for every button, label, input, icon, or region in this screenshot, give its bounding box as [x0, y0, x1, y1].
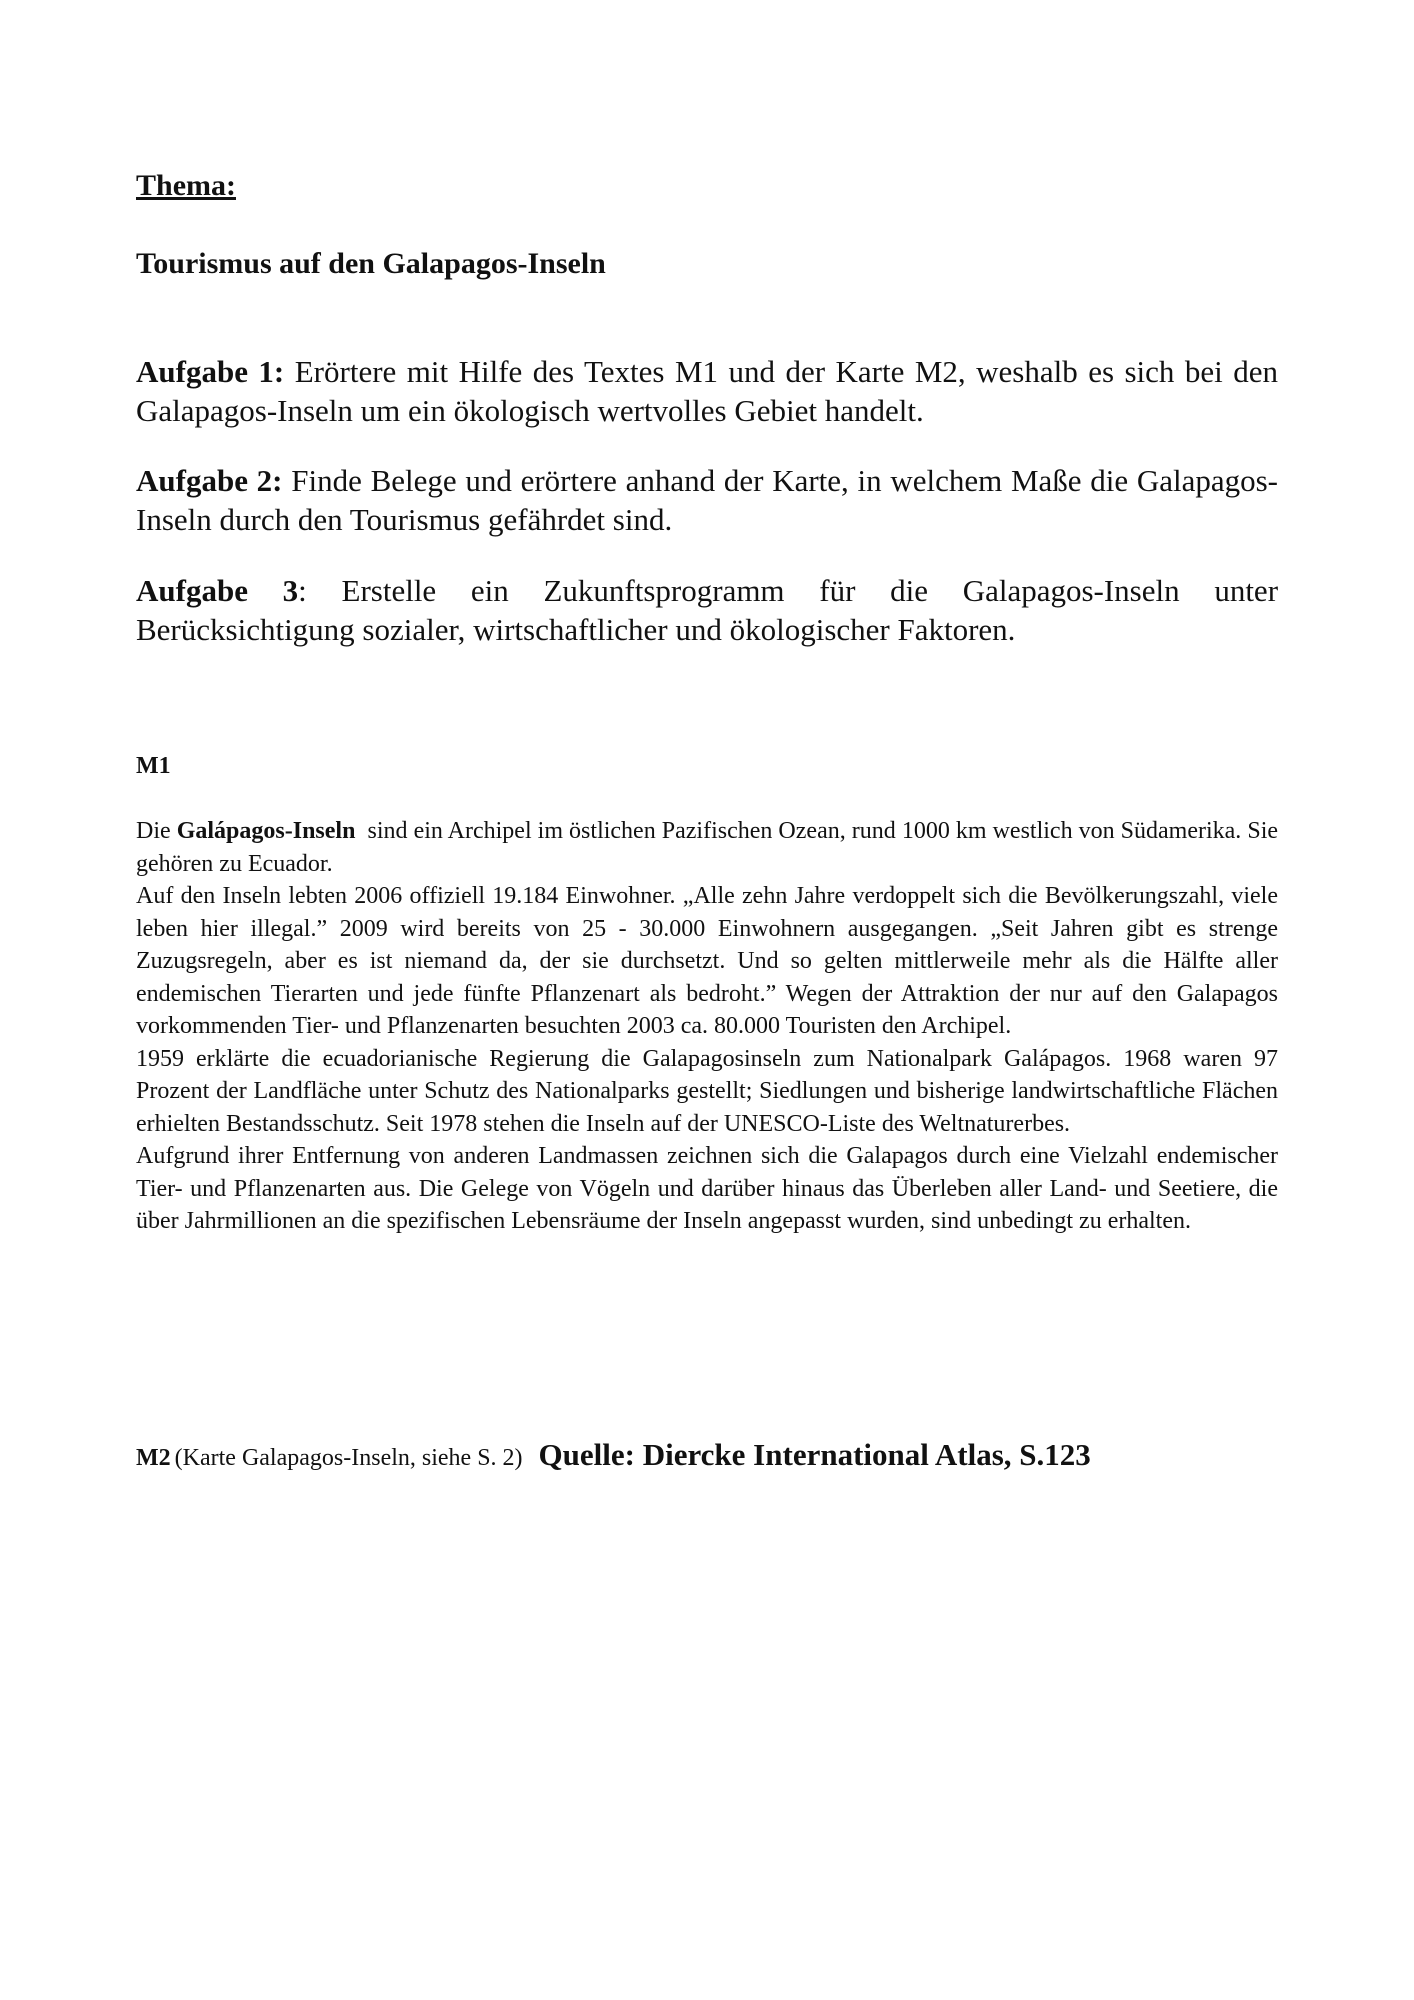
m1-heading: M1 — [136, 753, 171, 779]
m1-text — [136, 815, 1278, 1238]
m1-intro-bold: Galápagos-Inseln — [176, 818, 356, 844]
topic-label: Thema: — [136, 169, 236, 202]
m1-paragraph: Auf den Inseln lebten 2006 offiziell 19.184 Einwohner. „Alle zehn Jahre verdoppelt sich die Bevölkerungszahl, viele leben hier illegal.” 2009 wird bereits von 25 - 30.000 Einwohnern ausgegangen. „Seit Jahren gibt es strenge Zuzugsregeln, aber es ist niemand da, der sie durchsetzt. Und so gelten mittlerweile mehr als die Hälfte aller endemischen Tierarten und jede fünfte Pflanzenart als bedroht.” Wegen der Attraktion der nur auf den Galapagos vorkommenden Tier- und Pflanzenarten besuchten 2003 ca. 80.000 Touristen den Archipel. — [136, 883, 1278, 1039]
task-2 — [136, 461, 1278, 539]
m2-description: (Karte Galapagos-Inseln, siehe S. 2) — [174, 1445, 523, 1471]
m2-reference — [136, 1435, 1316, 1481]
m1-paragraph: Aufgrund ihrer Entfernung von anderen Landmassen zeichnen sich die Galapagos durch eine Vielzahl endemischer Tier- und Pflanzenarten aus. Die Gelege von Vögeln und darüber hinaus das Überleben aller Land- und Seetiere, die über Jahrmillionen an die spezifischen Lebensräume der Inseln angepasst wurden, sind unbedingt zu erhalten. — [136, 1143, 1278, 1234]
task-3-label: Aufgabe 3 — [136, 573, 299, 608]
m1-intro-rest: sind ein Archipel im östlichen Pazifischen Ozean, rund 1000 km westlich von Südamerika. Sie gehören zu Ecuador. — [136, 818, 1279, 877]
task-2-label: Aufgabe 2: — [136, 463, 283, 498]
m2-source: Quelle: Diercke International Atlas, S.123 — [538, 1437, 1091, 1472]
task-3 — [136, 571, 1278, 649]
m1-paragraph: 1959 erklärte die ecuadorianische Regierung die Galapagosinseln zum Nationalpark Galápagos. 1968 waren 97 Prozent der Landfläche unter Schutz des Nationalparks gestellt; Siedlungen und bisherige landwirtschaftliche Flächen erhielten Bestandsschutz. Seit 1978 stehen die Inseln auf der UNESCO-Liste des Weltnaturerbes. — [136, 1045, 1278, 1137]
topic-title: Tourismus auf den Galapagos-Inseln — [136, 247, 606, 280]
task-3-separator: : — [298, 573, 307, 608]
task-1-text: Erörtere mit Hilfe des Textes M1 und der Karte M2, weshalb es sich bei den Galapagos-Inseln um ein ökologisch wertvolles Gebiet handelt. — [136, 354, 1279, 428]
m2-label: M2 — [136, 1445, 171, 1471]
task-3-text: Erstelle ein Zukunftsprogramm für die Galapagos-Inseln unter Berücksichtigung sozialer, wirtschaftlicher und ökologischer Faktoren. — [136, 573, 1279, 647]
task-1 — [136, 352, 1278, 430]
m1-intro-prefix: Die — [136, 818, 171, 844]
m1-intro-paragraph — [136, 815, 1278, 880]
task-1-label: Aufgabe 1: — [136, 354, 285, 389]
task-2-text: Finde Belege und erörtere anhand der Karte, in welchem Maße die Galapagos-Inseln durch den Tourismus gefährdet sind. — [136, 463, 1279, 537]
